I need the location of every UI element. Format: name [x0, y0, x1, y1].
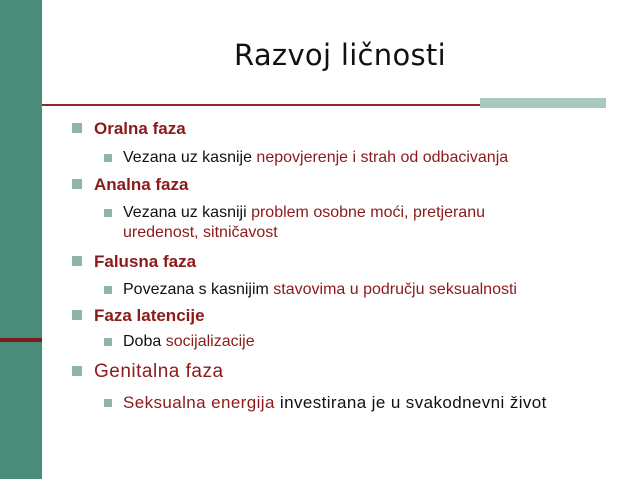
sub-item: [104, 203, 544, 243]
slide-title: Razvoj ličnosti: [234, 38, 446, 72]
sub-item-text: [123, 393, 547, 413]
bullet-heading: Faza latencije: [94, 306, 205, 325]
sub-item: [104, 393, 632, 413]
square-bullet-icon: [72, 310, 82, 320]
square-bullet-icon: [72, 256, 82, 266]
sub-item: [104, 332, 624, 352]
list-item: [72, 173, 188, 197]
list-item: [72, 304, 205, 328]
bullet-heading: Analna faza: [94, 175, 189, 194]
sub-item-plain: Povezana s kasnijim: [123, 281, 274, 298]
sub-item-highlight: nepovjerenje i strah od odbacivanja: [256, 149, 509, 166]
square-bullet-icon: [104, 286, 112, 294]
divider-accent-block: [480, 98, 606, 108]
sub-item: [104, 148, 624, 168]
sub-item: [104, 280, 624, 300]
sub-item-highlight: stavovima u području seksualnosti: [273, 281, 517, 298]
list-item: [72, 360, 224, 384]
sub-item-highlight: Seksualna energija: [123, 393, 275, 412]
list-item: [72, 250, 196, 274]
sidebar-accent-line: [0, 338, 42, 342]
square-bullet-icon: [104, 399, 112, 407]
list-item: [72, 117, 186, 141]
sub-item-highlight: socijalizacije: [165, 333, 255, 350]
sub-item-text: [123, 203, 544, 243]
sub-item-plain: Vezana uz kasniji: [123, 204, 252, 221]
sub-item-text: [123, 280, 517, 300]
square-bullet-icon: [104, 154, 112, 162]
square-bullet-icon: [104, 338, 112, 346]
square-bullet-icon: [72, 366, 82, 376]
square-bullet-icon: [104, 209, 112, 217]
sub-item-text: [123, 148, 508, 168]
bullet-heading: Oralna faza: [94, 119, 186, 138]
sidebar-band: [0, 0, 42, 479]
bullet-heading: Falusna faza: [94, 252, 197, 271]
square-bullet-icon: [72, 123, 82, 133]
square-bullet-icon: [72, 179, 82, 189]
sub-item-highlight: problem osobne moći, pretjeranu uredenost, sitničavost: [123, 204, 485, 241]
sub-item-tail: investirana je u svakodnevni život: [274, 393, 547, 412]
bullet-heading: Genitalna faza: [94, 361, 224, 382]
sub-item-plain: Vezana uz kasnije: [123, 149, 257, 166]
sub-item-text: [123, 332, 255, 352]
sub-item-plain: Doba: [123, 333, 166, 350]
